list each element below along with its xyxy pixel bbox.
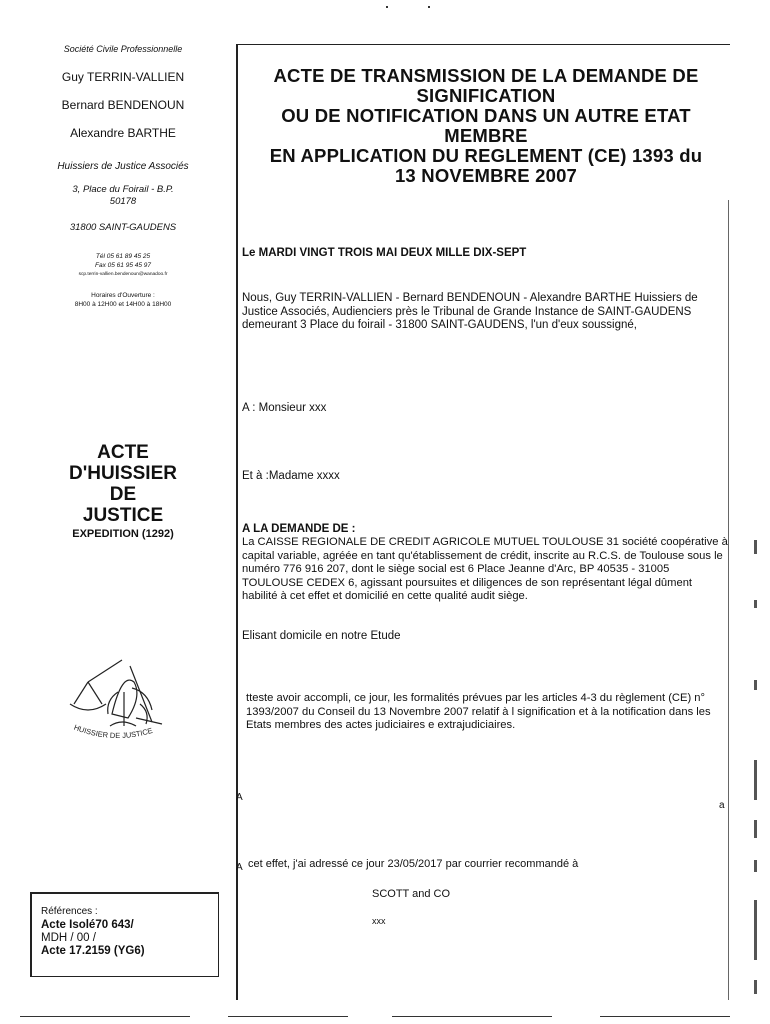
title-line: MEMBRE	[444, 125, 528, 146]
sent-line: cet effet, j'ai adressé ce jour 23/05/2017 par courrier recommandé à	[248, 858, 579, 870]
right-margin-mark: a	[719, 800, 725, 811]
fax: Fax 05 61 95 45 97	[94, 262, 151, 269]
scan-speck	[428, 6, 430, 8]
scan-edge-mark	[754, 980, 757, 994]
references-list	[41, 919, 145, 958]
associate-name-2: Bernard BENDENOUN	[61, 98, 185, 112]
reference-line: Acte Isolé70 643/	[41, 919, 134, 931]
demand-label: A LA DEMANDE DE :	[242, 523, 356, 535]
title-line: SIGNIFICATION	[416, 85, 556, 106]
domicile-line: Elisant domicile en notre Etude	[242, 630, 401, 642]
addressee-name: SCOTT and CO	[372, 888, 451, 900]
expedition-text: EXPEDITION (1292)	[72, 528, 174, 540]
logo-caption: HUISSIER DE JUSTICE	[72, 722, 154, 741]
lone-letter: A	[236, 792, 243, 803]
hours: 8H00 à 12H00 et 14H00 à 18H00	[74, 301, 172, 308]
bottom-rule	[392, 1016, 552, 1017]
expedition-label	[28, 528, 218, 540]
bottom-rule	[228, 1016, 348, 1017]
associate-name-1: Guy TERRIN-VALLIEN	[61, 70, 185, 84]
document-frame-left	[236, 44, 238, 1000]
email: scp.terrin-vallien.bendenoun@wanadoo.fr	[78, 272, 168, 277]
acte-title	[28, 442, 218, 526]
acte-title-line: ACTE	[97, 442, 149, 463]
reference-line: Acte 17.2159 (YG6)	[41, 945, 145, 957]
references-box	[30, 892, 219, 977]
address-line-2: 50178	[109, 196, 137, 207]
role-label: Huissiers de Justice Associés	[57, 161, 189, 172]
scan-edge-mark	[754, 760, 757, 800]
addressee-detail: xxx	[372, 916, 386, 926]
scan-edge-mark	[754, 860, 757, 872]
associate-name-3: Alexandre BARTHE	[70, 126, 176, 140]
sent-prefix: A	[236, 862, 243, 873]
title-line: ACTE DE TRANSMISSION DE LA DEMANDE DE	[273, 65, 699, 86]
document-title	[244, 66, 728, 186]
document-frame-right	[728, 200, 729, 1000]
acte-title-line: DE	[109, 484, 137, 505]
recipient-1: A : Monsieur xxx	[242, 402, 327, 414]
attestation-paragraph: tteste avoir accompli, ce jour, les formalités prévues par les articles 4-3 du règlement (CE) n° 1393/2007 du Conseil du 13 Novembre 2007 relatif à l signification et à la notification dans les Etats membres des actes judiciaires e extrajudiciaires.	[246, 692, 711, 732]
title-line: EN APPLICATION DU REGLEMENT (CE) 1393 du	[269, 145, 703, 166]
acte-title-line: D'HUISSIER	[69, 463, 177, 484]
huissier-logo	[52, 652, 192, 748]
address-city: 31800 SAINT-GAUDENS	[69, 222, 177, 233]
title-line: OU DE NOTIFICATION DANS UN AUTRE ETAT	[281, 105, 691, 126]
scan-edge-mark	[754, 540, 757, 554]
document-frame-top	[238, 44, 730, 45]
telephone: Tél 05 61 89 45 25	[95, 253, 151, 260]
reference-line: MDH / 00 /	[41, 932, 96, 944]
bottom-rule	[600, 1016, 730, 1017]
title-line: 13 NOVEMBRE 2007	[394, 165, 578, 186]
scan-edge-mark	[754, 600, 757, 608]
scan-edge-mark	[754, 820, 757, 838]
scan-edge-mark	[754, 680, 757, 690]
acte-title-line: JUSTICE	[82, 505, 164, 526]
date-line: Le MARDI VINGT TROIS MAI DEUX MILLE DIX-SEPT	[242, 247, 527, 259]
hours-title: Horaires d'Ouverture :	[91, 292, 155, 299]
address-line-1: 3, Place du Foirail - B.P.	[72, 184, 174, 195]
scan-edge-mark	[754, 900, 757, 960]
scan-speck	[386, 6, 388, 8]
intro-paragraph: Nous, Guy TERRIN-VALLIEN - Bernard BENDENOUN - Alexandre BARTHE Huissiers de Justice Associés, Audienciers près le Tribunal de Grande Instance de SAINT-GAUDENS demeurant 3 Place du foirail - 31800 SAINT-GAUDENS, l'un d'eux soussigné,	[242, 292, 698, 332]
recipient-2: Et à :Madame xxxx	[242, 470, 340, 482]
demand-text: La CAISSE REGIONALE DE CREDIT AGRICOLE MUTUEL TOULOUSE 31 société coopérative à capital variable, agréée en tant qu'établissement de crédit, inscrite au R.C.S. de Toulouse sous le numéro 776 916 207, dont le siège social est 6 Place Jeanne d'Arc, BP 40535 - 31005 TOULOUSE CEDEX 6, agissant poursuites et diligences de son représentant légal dûment habilité à cet effet et domicilié en cette qualité audit siège.	[242, 536, 728, 603]
references-label: Références :	[41, 906, 98, 917]
bottom-rule	[20, 1016, 190, 1017]
scales-of-justice-icon	[52, 652, 192, 748]
company-type: Société Civile Professionnelle	[63, 44, 183, 54]
